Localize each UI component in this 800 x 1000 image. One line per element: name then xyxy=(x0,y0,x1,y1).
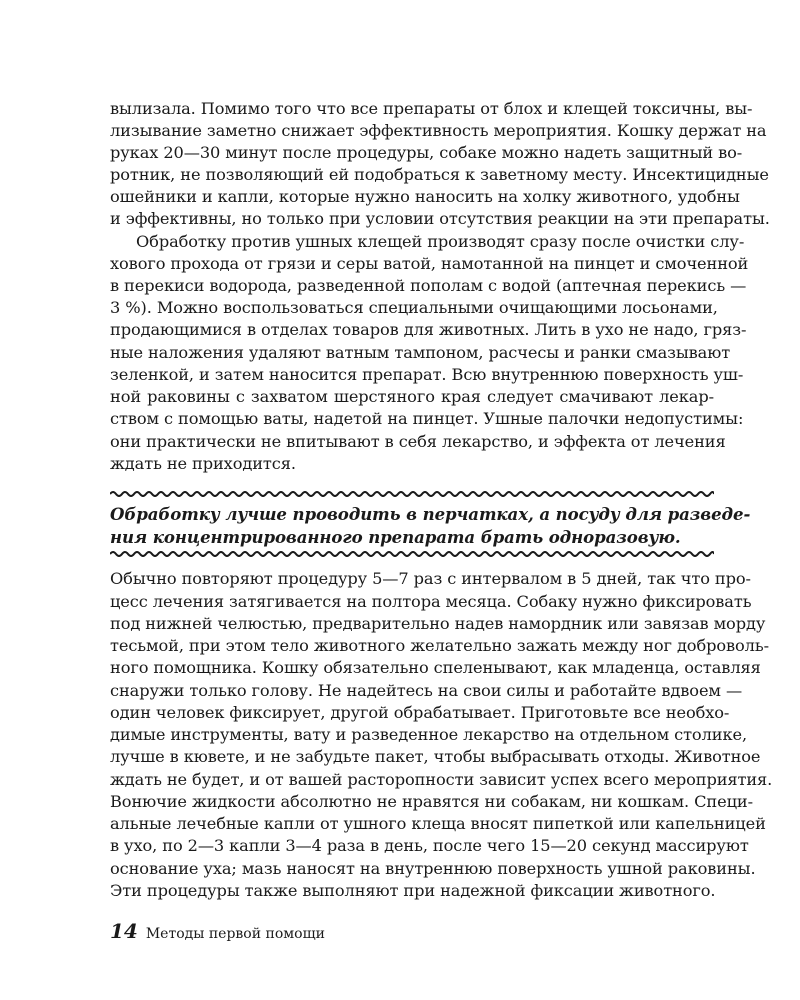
text-line: лизывание заметно снижает эффективность мероприятия. Кошку держат на xyxy=(110,121,767,140)
page-footer xyxy=(110,918,325,944)
text-line: под нижней челюстью, предварительно надев намордник или завязав морду xyxy=(110,614,766,633)
text-line: руках 20—30 минут после процедуры, собаке можно надеть защитный во- xyxy=(110,143,743,162)
text-line: ством с помощью ваты, надетой на пинцет. Ушные палочки недопустимы: xyxy=(110,409,744,428)
text-line: ждать не приходится. xyxy=(110,454,296,473)
text-line: тесьмой, при этом тело животного желательно зажать между ног доброволь- xyxy=(110,636,769,655)
text-line: и эффективны, но только при условии отсутствия реакции на эти препараты. xyxy=(110,209,770,228)
page-number: 14 xyxy=(110,919,138,943)
text-line: ного помощника. Кошку обязательно спеленывают, как младенца, оставляя xyxy=(110,658,761,677)
text-line: цесс лечения затягивается на полтора месяца. Собаку нужно фиксировать xyxy=(110,592,752,611)
note-line: ния концентрированного препарата брать одноразовую. xyxy=(110,527,681,547)
text-line: один человек фиксирует, другой обрабатывает. Приготовьте все необхо- xyxy=(110,703,730,722)
text-line: они практически не впитывают в себя лекарство, и эффекта от лечения xyxy=(110,432,726,451)
text-line: Обычно повторяют процедуру 5—7 раз с интервалом в 5 дней, так что про- xyxy=(110,569,751,588)
text-line: снаружи только голову. Не надейтесь на свои силы и работайте вдвоем — xyxy=(110,681,743,700)
text-line: Эти процедуры также выполняют при надежной фиксации животного. xyxy=(110,881,716,900)
text-line: основание уха; мазь наносят на внутреннюю поверхность ушной раковины. xyxy=(110,859,756,878)
text-line: в ухо, по 2—3 капли 3—4 раза в день, после чего 15—20 секунд массируют xyxy=(110,836,749,855)
text-line: димые инструменты, вату и разведенное лекарство на отдельном столике, xyxy=(110,725,747,744)
text-line: альные лечебные капли от ушного клеща вносят пипеткой или капельницей xyxy=(110,814,766,833)
text-line: ротник, не позволяющий ей подобраться к заветному месту. Инсектицидные xyxy=(110,165,769,184)
text-line: лучше в кювете, и не забудьте пакет, чтобы выбрасывать отходы. Животное xyxy=(110,747,761,766)
text-line: ные наложения удаляют ватным тампоном, расчесы и ранки смазывают xyxy=(110,343,731,362)
wavy-divider-top xyxy=(110,489,714,499)
text-line: в перекиси водорода, разведенной пополам с водой (аптечная перекись — xyxy=(110,276,747,295)
running-footer-title: Методы первой помощи xyxy=(145,926,325,942)
text-line: ошейники и капли, которые нужно наносить на холку животного, удобны xyxy=(110,187,740,206)
text-line: вылизала. Помимо того что все препараты от блох и клещей токсичны, вы- xyxy=(110,99,753,118)
text-line: ждать не будет, и от вашей расторопности зависит успех всего мероприятия. xyxy=(110,770,773,789)
text-line: ной раковины с захватом шерстяного края следует смачивают лекар- xyxy=(110,387,714,406)
text-line: Вонючие жидкости абсолютно не нравятся ни собакам, ни кошкам. Специ- xyxy=(110,792,753,811)
text-line: хового прохода от грязи и серы ватой, намотанной на пинцет и смоченной xyxy=(110,254,749,273)
text-line: продающимися в отделах товаров для животных. Лить в ухо не надо, гряз- xyxy=(110,320,747,339)
text-line: Обработку против ушных клещей производят сразу после очистки слу- xyxy=(136,232,745,251)
text-line: зеленкой, и затем наносится препарат. Всю внутреннюю поверхность уш- xyxy=(110,365,744,384)
text-line: 3 %). Можно воспользоваться специальными очищающими лосьонами, xyxy=(110,298,718,317)
wavy-divider-bottom xyxy=(110,549,714,559)
note-line: Обработку лучше проводить в перчатках, а посуду для разведе- xyxy=(110,504,751,524)
